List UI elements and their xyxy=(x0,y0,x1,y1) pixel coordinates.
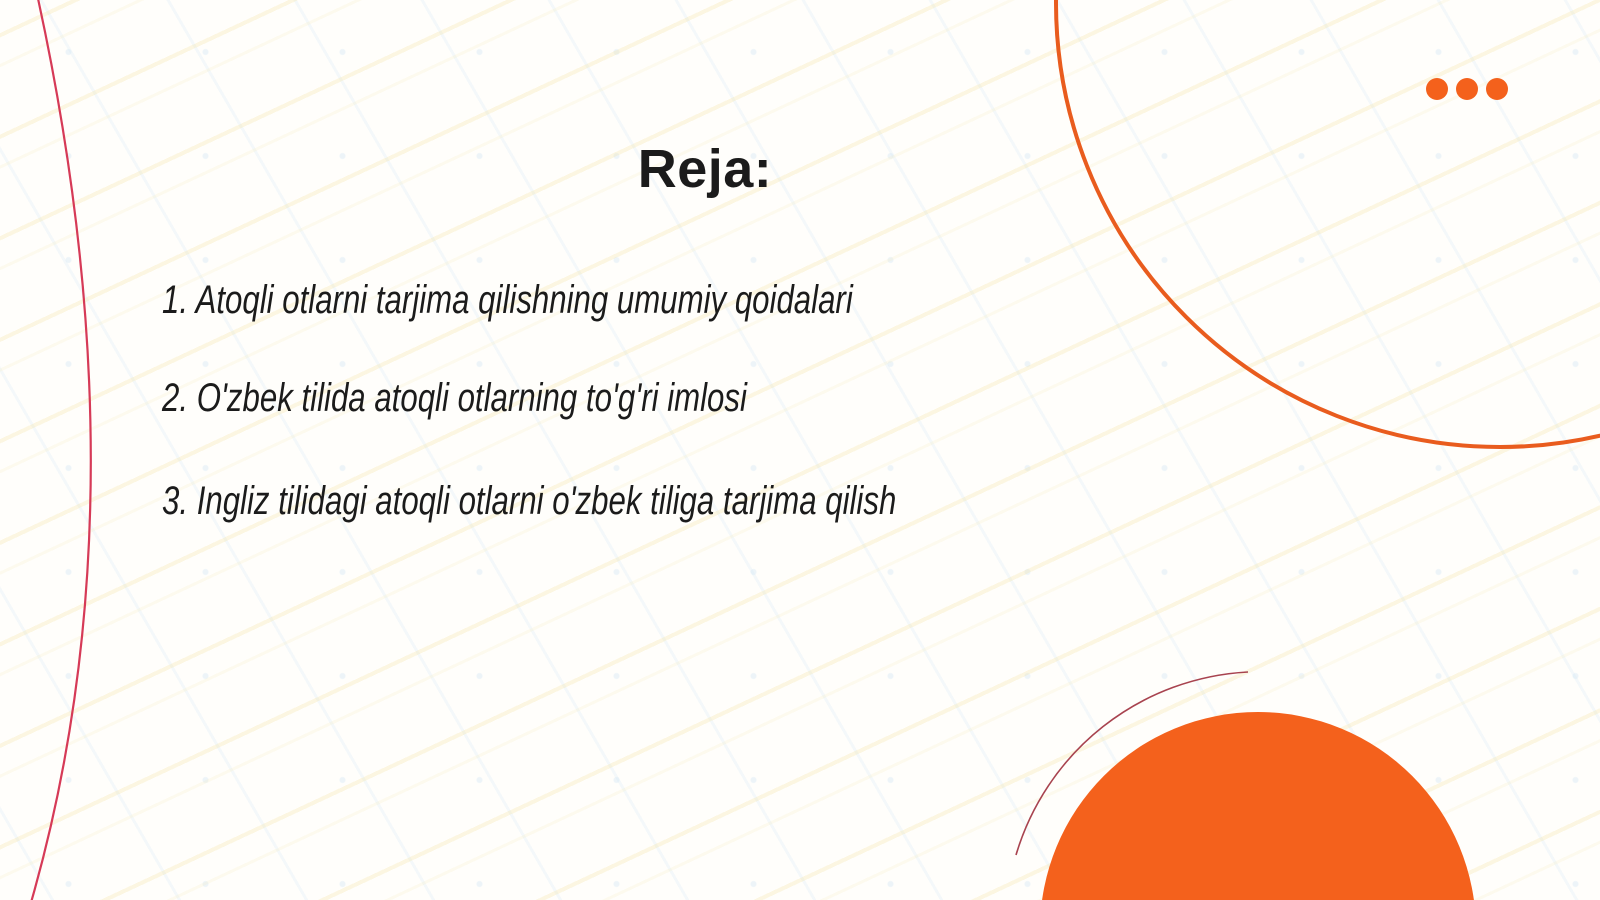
plan-list-item-2: 2. O'zbek tilida atoqli otlarning to'g'ri imlosi xyxy=(162,376,747,420)
plan-list-item-1: 1. Atoqli otlarni tarjima qilishning umumiy qoidalari xyxy=(162,278,853,322)
slide-title: Reja: xyxy=(637,139,773,199)
left-arc-line xyxy=(30,0,91,900)
ellipsis-dots-icon xyxy=(1426,78,1508,100)
dot-icon xyxy=(1456,78,1478,100)
dot-icon xyxy=(1426,78,1448,100)
dot-icon xyxy=(1486,78,1508,100)
top-right-circle-outline xyxy=(1056,0,1600,447)
bottom-right-filled-circle xyxy=(1040,712,1476,900)
plan-list-item-3: 3. Ingliz tilidagi atoqli otlarni o'zbek tiliga tarjima qilish xyxy=(162,479,897,523)
